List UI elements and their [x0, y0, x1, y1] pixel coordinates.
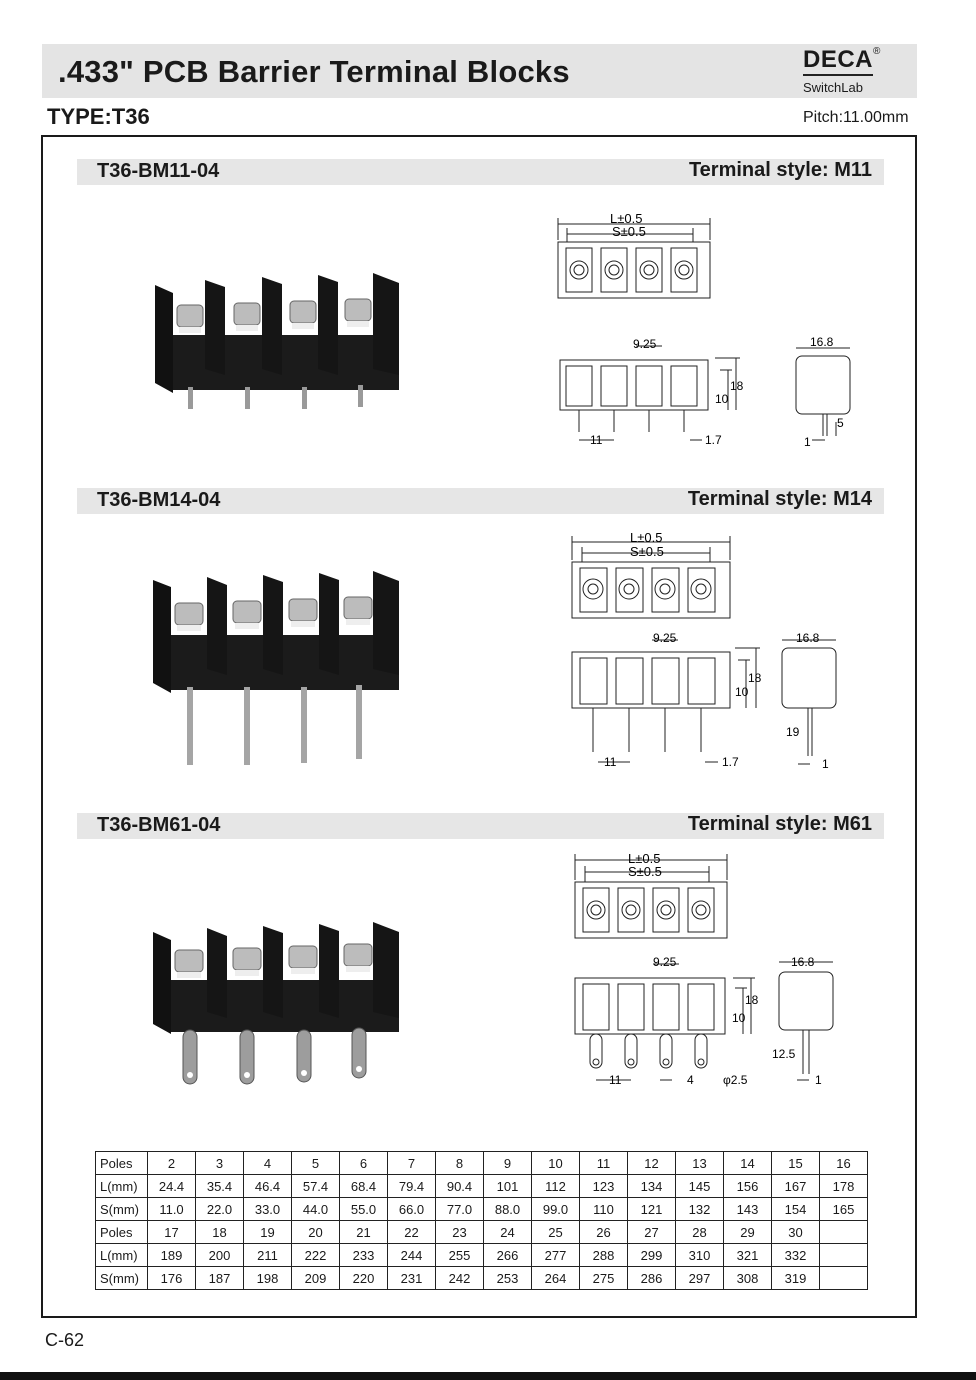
table-row [96, 1152, 868, 1175]
page-number: C-62 [45, 1330, 85, 1350]
dim-16-8: 16.8 [810, 335, 834, 349]
dim-10: 10 [735, 685, 749, 699]
dim-1: 1 [815, 1073, 822, 1087]
table-cell: 21 [340, 1221, 388, 1244]
table-cell: 178 [820, 1175, 868, 1198]
row-label: L(mm) [96, 1175, 148, 1198]
table-cell: 77.0 [436, 1198, 484, 1221]
table-cell: 189 [148, 1244, 196, 1267]
dim-phi: φ2.5 [723, 1073, 748, 1087]
table-cell: 275 [580, 1267, 628, 1290]
part-number-m14: T36-BM14-04 [97, 489, 221, 511]
product-photo-m14 [145, 565, 410, 770]
table-cell [820, 1221, 868, 1244]
table-cell: 209 [292, 1267, 340, 1290]
dim-s: S±0.5 [628, 864, 662, 879]
brand-subtitle: SwitchLab [803, 80, 863, 95]
table-cell: 46.4 [244, 1175, 292, 1198]
table-row [96, 1221, 868, 1244]
table-cell: 332 [772, 1244, 820, 1267]
terminal-block-illustration [153, 571, 399, 765]
dim-9-25: 9.25 [653, 955, 677, 969]
terminal-block-illustration [153, 922, 399, 1084]
table-row [96, 1244, 868, 1267]
brand-name: DECA [803, 46, 874, 73]
table-cell: 6 [340, 1152, 388, 1175]
dim-1-7: 1.7 [705, 433, 722, 447]
dim-tail: 19 [786, 725, 800, 739]
table-cell: 33.0 [244, 1198, 292, 1221]
dim-1-7: 1.7 [722, 755, 739, 769]
table-cell: 57.4 [292, 1175, 340, 1198]
table-row [96, 1198, 868, 1221]
table-cell: 222 [292, 1244, 340, 1267]
table-cell: 24.4 [148, 1175, 196, 1198]
terminal-style-m11: Terminal style: M11 [688, 159, 872, 181]
drawing-m14 [560, 530, 880, 775]
table-cell [820, 1244, 868, 1267]
table-cell: 10 [532, 1152, 580, 1175]
table-cell: 4 [244, 1152, 292, 1175]
table-cell: 28 [676, 1221, 724, 1244]
table-cell: 2 [148, 1152, 196, 1175]
product-photo-m11 [145, 265, 410, 415]
table-cell: 198 [244, 1267, 292, 1290]
table-cell: 19 [244, 1221, 292, 1244]
table-cell: 233 [340, 1244, 388, 1267]
dim-10: 10 [715, 392, 729, 406]
table-cell: 297 [676, 1267, 724, 1290]
table-cell: 132 [676, 1198, 724, 1221]
dim-16-8: 16.8 [796, 631, 820, 645]
table-cell: 23 [436, 1221, 484, 1244]
table-cell: 29 [724, 1221, 772, 1244]
table-cell: 79.4 [388, 1175, 436, 1198]
table-cell: 16 [820, 1152, 868, 1175]
dim-18: 18 [745, 993, 759, 1007]
row-label: Poles [96, 1221, 148, 1244]
dim-11: 11 [604, 755, 617, 769]
brand-underline [803, 74, 873, 76]
dim-11: 11 [590, 433, 603, 447]
table-cell: 253 [484, 1267, 532, 1290]
dim-1: 1 [804, 435, 811, 449]
terminal-style-m14: Terminal style: M14 [687, 488, 872, 510]
table-cell: 26 [580, 1221, 628, 1244]
table-cell: 121 [628, 1198, 676, 1221]
table-cell: 134 [628, 1175, 676, 1198]
table-cell: 319 [772, 1267, 820, 1290]
table-cell: 187 [196, 1267, 244, 1290]
dim-1: 1 [822, 757, 829, 771]
table-cell: 110 [580, 1198, 628, 1221]
drawing-m11 [550, 210, 870, 455]
table-cell: 3 [196, 1152, 244, 1175]
dim-16-8: 16.8 [791, 955, 815, 969]
product-photo-m61 [145, 918, 410, 1093]
table-cell: 220 [340, 1267, 388, 1290]
table-cell: 242 [436, 1267, 484, 1290]
terminal-block-illustration [155, 273, 399, 409]
table-cell: 286 [628, 1267, 676, 1290]
table-cell: 18 [196, 1221, 244, 1244]
table-cell: 12 [628, 1152, 676, 1175]
table-cell: 15 [772, 1152, 820, 1175]
drawing-m61 [565, 848, 885, 1093]
table-cell: 99.0 [532, 1198, 580, 1221]
table-cell: 244 [388, 1244, 436, 1267]
table-cell: 22.0 [196, 1198, 244, 1221]
table-cell: 22 [388, 1221, 436, 1244]
table-cell: 167 [772, 1175, 820, 1198]
table-cell: 154 [772, 1198, 820, 1221]
table-cell: 266 [484, 1244, 532, 1267]
row-label: S(mm) [96, 1267, 148, 1290]
table-cell: 9 [484, 1152, 532, 1175]
table-row [96, 1267, 868, 1290]
table-cell: 11.0 [148, 1198, 196, 1221]
pitch-spec: Pitch:11.00mm [803, 109, 909, 126]
dim-10: 10 [732, 1011, 746, 1025]
table-cell: 27 [628, 1221, 676, 1244]
table-cell: 123 [580, 1175, 628, 1198]
table-cell: 156 [724, 1175, 772, 1198]
table-cell: 165 [820, 1198, 868, 1221]
table-cell: 5 [292, 1152, 340, 1175]
table-cell: 44.0 [292, 1198, 340, 1221]
dimension-table [95, 1151, 868, 1290]
table-cell: 176 [148, 1267, 196, 1290]
brand-logo [803, 46, 881, 74]
table-cell: 25 [532, 1221, 580, 1244]
table-cell: 200 [196, 1244, 244, 1267]
table-cell: 55.0 [340, 1198, 388, 1221]
part-number-m61: T36-BM61-04 [97, 814, 221, 836]
dim-l: L±0.5 [628, 851, 661, 866]
table-cell: 308 [724, 1267, 772, 1290]
dim-11: 11 [609, 1073, 622, 1087]
table-cell: 321 [724, 1244, 772, 1267]
table-cell: 88.0 [484, 1198, 532, 1221]
table-cell: 20 [292, 1221, 340, 1244]
dim-9-25: 9.25 [653, 631, 677, 645]
terminal-style-m61: Terminal style: M61 [687, 813, 872, 835]
dim-18: 18 [730, 379, 744, 393]
table-cell: 90.4 [436, 1175, 484, 1198]
table-cell: 277 [532, 1244, 580, 1267]
dim-l: L±0.5 [630, 530, 663, 545]
table-cell: 13 [676, 1152, 724, 1175]
table-cell: 264 [532, 1267, 580, 1290]
dim-9-25: 9.25 [633, 337, 657, 351]
page-title: .433" PCB Barrier Terminal Blocks [58, 54, 570, 89]
table-cell: 30 [772, 1221, 820, 1244]
bottom-band [0, 1372, 976, 1380]
table-cell: 24 [484, 1221, 532, 1244]
dim-s: S±0.5 [612, 224, 646, 239]
table-cell: 211 [244, 1244, 292, 1267]
dim-s: S±0.5 [630, 544, 664, 559]
row-label: S(mm) [96, 1198, 148, 1221]
table-cell: 8 [436, 1152, 484, 1175]
dim-18: 18 [748, 671, 762, 685]
dim-4: 4 [687, 1073, 694, 1087]
table-cell: 11 [580, 1152, 628, 1175]
table-cell: 7 [388, 1152, 436, 1175]
table-row [96, 1175, 868, 1198]
part-number-m11: T36-BM11-04 [97, 160, 220, 182]
table-cell: 231 [388, 1267, 436, 1290]
table-cell: 288 [580, 1244, 628, 1267]
table-cell: 143 [724, 1198, 772, 1221]
table-cell [820, 1267, 868, 1290]
dim-tail: 5 [837, 416, 844, 430]
product-type: TYPE:T36 [47, 104, 150, 129]
dim-tail: 12.5 [772, 1047, 796, 1061]
row-label: L(mm) [96, 1244, 148, 1267]
table-cell: 17 [148, 1221, 196, 1244]
registered-mark: ® [873, 46, 881, 57]
table-cell: 255 [436, 1244, 484, 1267]
table-cell: 14 [724, 1152, 772, 1175]
table-cell: 145 [676, 1175, 724, 1198]
row-label: Poles [96, 1152, 148, 1175]
table-cell: 299 [628, 1244, 676, 1267]
table-cell: 112 [532, 1175, 580, 1198]
table-cell: 310 [676, 1244, 724, 1267]
table-cell: 68.4 [340, 1175, 388, 1198]
dim-l: L±0.5 [610, 211, 643, 226]
table-cell: 101 [484, 1175, 532, 1198]
table-cell: 35.4 [196, 1175, 244, 1198]
table-cell: 66.0 [388, 1198, 436, 1221]
